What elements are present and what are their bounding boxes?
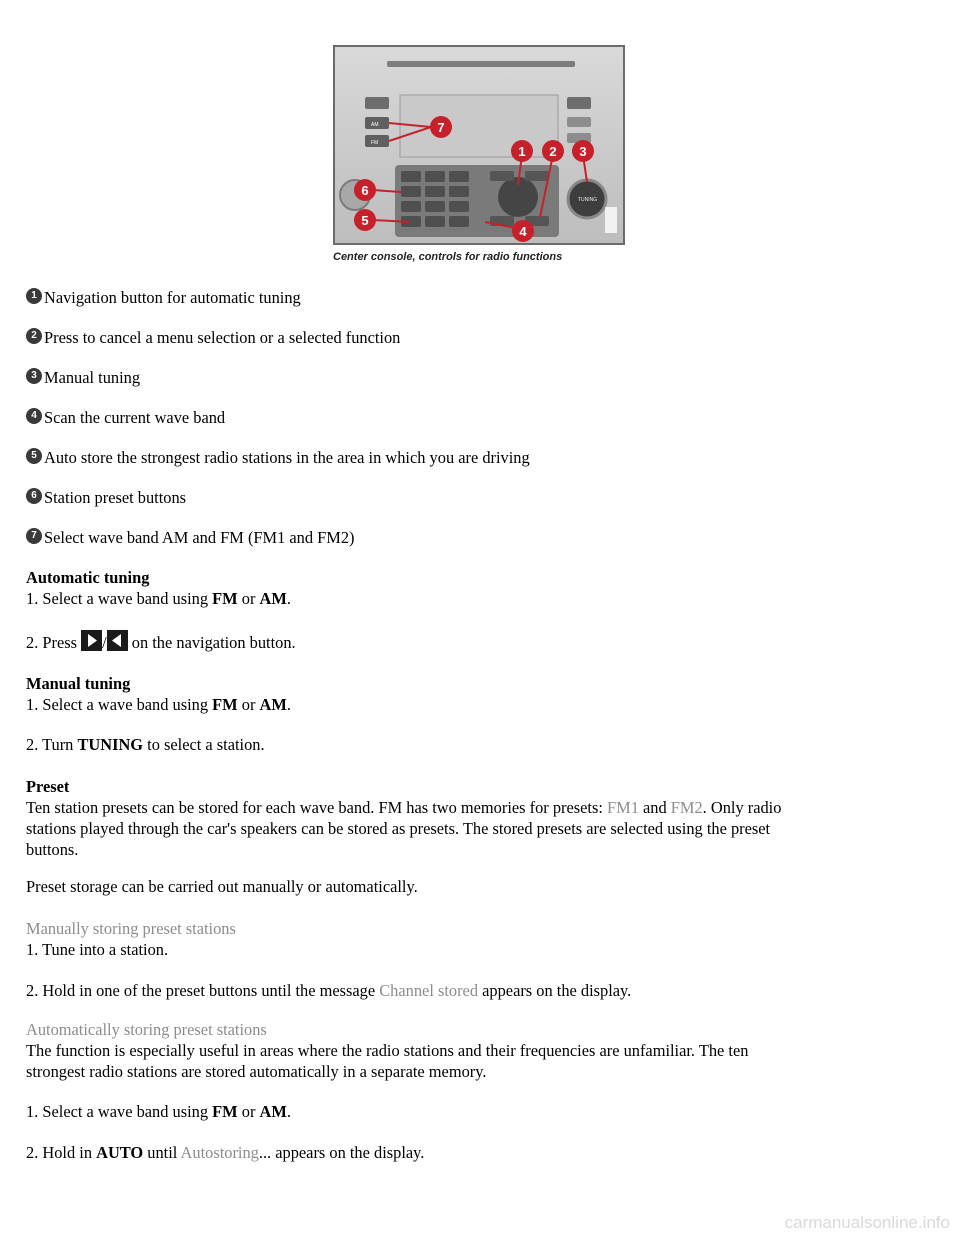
- tuning-knob-label: TUNING: [578, 197, 598, 203]
- legend-item: 6 Station preset buttons: [26, 486, 186, 508]
- paragraph: Preset storage can be carried out manually or automatically.: [26, 877, 418, 896]
- step: 2. Press / on the navigation button.: [26, 630, 926, 653]
- legend-item: 7 Select wave band AM and FM (FM1 and FM2): [26, 526, 355, 548]
- section-heading: Preset: [26, 777, 70, 796]
- arrow-left-icon: [107, 630, 128, 651]
- step: 1. Select a wave band using FM or AM.: [26, 695, 291, 714]
- number-1-icon: 1: [26, 288, 42, 304]
- svg-text:4: 4: [519, 224, 527, 239]
- section-subheading: Automatically storing preset stations: [26, 1020, 267, 1039]
- section-heading: Manual tuning: [26, 674, 131, 693]
- manual-store-section: [26, 918, 926, 960]
- preset-section: Preset Ten station presets can be stored for each wave band. FM has two memories for presets: FM1 and FM2. Only radio stations played through the car's speakers can be stored as presets. The stored presets are selected using the preset buttons.: [26, 776, 926, 860]
- number-4-icon: 4: [26, 408, 42, 424]
- paragraph: Ten station presets can be stored for each wave band. FM has two memories for presets: FM1 and FM2. Only radio: [26, 798, 782, 817]
- arrow-right-icon: [81, 630, 102, 651]
- auto-store-section: Automatically storing preset stations The function is especially useful in areas where the radio stations and their frequencies are unfamiliar. The ten strongest radio stations are stored automatically in a separate memory.: [26, 1019, 926, 1082]
- step: 2. Hold in one of the preset buttons until the message Channel stored appears on the display.: [26, 981, 632, 1000]
- legend-item: 4 Scan the current wave band: [26, 406, 225, 428]
- svg-text:3: 3: [579, 144, 587, 159]
- radio-console-figure: [333, 45, 625, 245]
- svg-text:5: 5: [361, 213, 369, 228]
- legend-item: 1 Navigation button for automatic tuning: [26, 286, 301, 308]
- number-6-icon: 6: [26, 488, 42, 504]
- legend-item: 2 Press to cancel a menu selection or a selected function: [26, 326, 400, 348]
- step: 1. Tune into a station.: [26, 940, 169, 959]
- svg-text:6: 6: [361, 183, 369, 198]
- number-7-icon: 7: [26, 528, 42, 544]
- watermark: carmanualsonline.info: [784, 1213, 950, 1232]
- manual-tuning-section: [26, 673, 926, 715]
- legend-item: 3 Manual tuning: [26, 366, 140, 388]
- fm-key-label: FM: [371, 140, 379, 146]
- figure-caption: Center console, controls for radio functions: [333, 251, 563, 263]
- am-key-label: AM: [371, 122, 379, 128]
- console-illustration: [335, 47, 623, 243]
- cd-slot: [387, 61, 575, 67]
- section-heading: Automatic tuning: [26, 568, 150, 587]
- svg-text:1: 1: [518, 144, 526, 159]
- number-5-icon: 5: [26, 448, 42, 464]
- automatic-tuning-section: [26, 567, 926, 609]
- svg-text:2: 2: [549, 144, 557, 159]
- step: 2. Hold in AUTO until Autostoring... appears on the display.: [26, 1143, 425, 1162]
- section-subheading: Manually storing preset stations: [26, 919, 236, 938]
- number-3-icon: 3: [26, 368, 42, 384]
- number-2-icon: 2: [26, 328, 42, 344]
- step: 2. Turn TUNING to select a station.: [26, 735, 265, 754]
- svg-text:7: 7: [437, 120, 445, 135]
- step: 1. Select a wave band using FM or AM.: [26, 1102, 291, 1121]
- step: 1. Select a wave band using FM or AM.: [26, 589, 291, 608]
- legend-item: 5 Auto store the strongest radio stations in the area in which you are driving: [26, 446, 530, 468]
